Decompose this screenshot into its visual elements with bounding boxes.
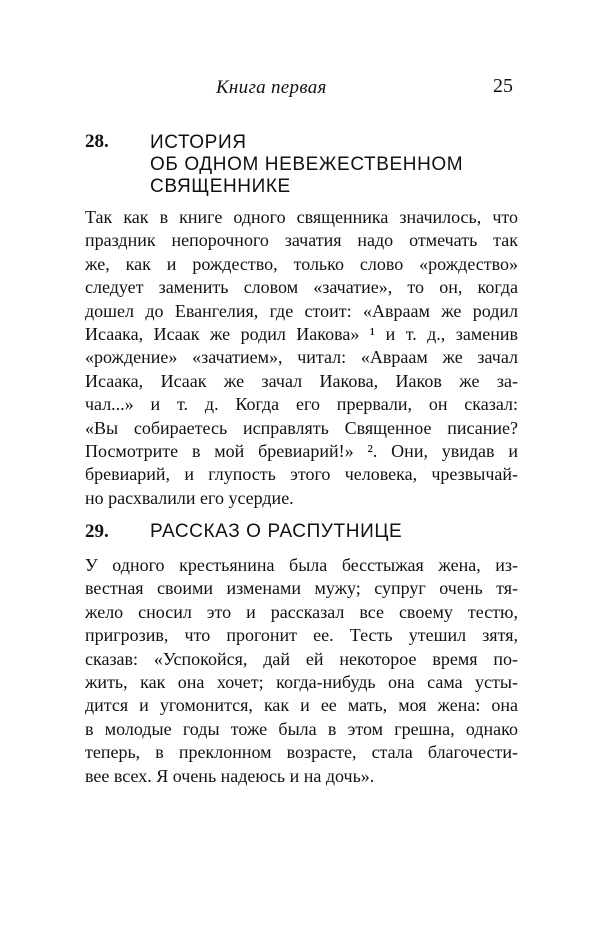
text-line: следует заменить словом «зачатие», то он, когда — [85, 277, 518, 298]
section-29-text — [85, 554, 518, 788]
running-title: Книга первая — [216, 77, 327, 98]
section-title-29 — [150, 521, 402, 543]
section-title-line: СВЯЩЕННИКЕ — [150, 176, 291, 197]
text-line: дошел до Евангелия, где стоит: «Авраам же родил — [85, 300, 518, 321]
text-line: в молодые годы тоже была в этом грешна, однако — [85, 718, 518, 739]
text-line: но расхвалили его усердие. — [85, 487, 294, 508]
text-line: жить, как она хочет; когда-нибудь она сама усты- — [85, 672, 518, 693]
text-line: теперь, в преклонном возрасте, стала благочести- — [85, 742, 518, 763]
text-line: «рождение» «зачатием», читал: «Авраам же зачал — [85, 347, 518, 368]
text-line: Исаака, Исаак же родил Иакова» ¹ и т. д., заменив — [85, 324, 518, 345]
text-line: «Вы собираетесь исправлять Священное писание? — [85, 417, 518, 438]
section-number-28: 28. — [85, 131, 109, 152]
text-line: чал...» и т. д. Когда его прервали, он сказал: — [85, 394, 518, 415]
text-line: же, как и рождество, только слово «рождество» — [85, 253, 518, 274]
text-line: вее всех. Я очень надеюсь и на дочь». — [85, 765, 375, 786]
text-line: жело сносил это и рассказал все своему тестю, — [85, 601, 518, 622]
section-title-28 — [150, 132, 463, 198]
text-line: Посмотрите в мой бревиарий!» ². Они, увидав и — [85, 441, 518, 462]
text-line: пригрозив, что прогонит ее. Тесть утешил зятя, — [85, 625, 518, 646]
text-line: У одного крестьянина была бесстыжая жена, из- — [85, 555, 518, 575]
text-line: Исаака, Исаак же зачал Иакова, Иаков же за- — [85, 370, 518, 391]
section-number-29: 29. — [85, 521, 109, 542]
text-line: вестная своими изменами мужу; супруг очень тя- — [85, 578, 518, 599]
text-line: бревиарий, и глупость этого человека, чрезвычай- — [85, 464, 518, 485]
text-line: дится и угомонится, как и ее мать, моя жена: она — [85, 695, 518, 716]
text-line: Так как в книге одного священника значилось, что — [85, 207, 518, 227]
page-number: 25 — [493, 75, 513, 97]
text-line: праздник непорочного зачатия надо отмечать так — [85, 230, 518, 251]
section-title-line: ИСТОРИЯ — [150, 132, 247, 153]
section-title-line: ОБ ОДНОМ НЕВЕЖЕСТВЕННОМ — [150, 154, 464, 175]
section-28-text — [85, 206, 518, 510]
section-title-line: РАССКАЗ О РАСПУТНИЦЕ — [150, 521, 403, 542]
text-line: сказав: «Успокойся, дай ей некоторое время по- — [85, 648, 518, 669]
